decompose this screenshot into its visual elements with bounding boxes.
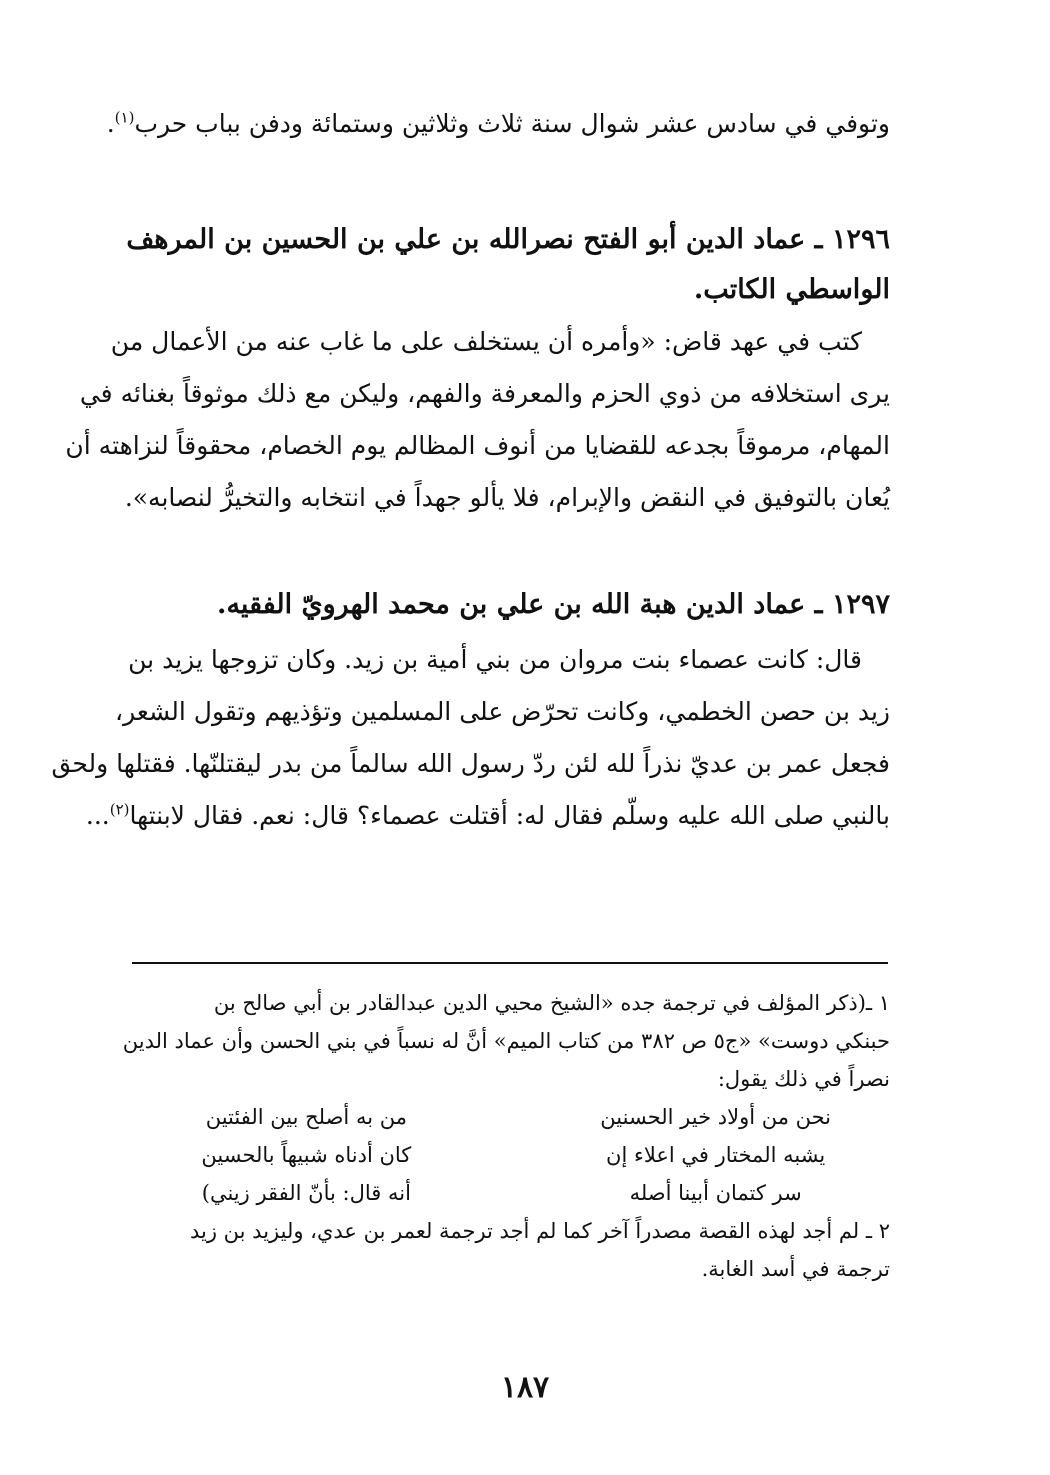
page-number: ١٨٧ — [500, 1370, 550, 1405]
footnote-1-line: نصراً في ذلك يقول: — [717, 1067, 890, 1091]
entry-1297-body — [51, 634, 890, 842]
entry-1296-body-line: كتب في عهد قاض: «وأمره أن يستخلف على ما غاب عنه من الأعمال من — [110, 327, 862, 356]
entry-1296-title — [126, 215, 890, 315]
verse-row — [132, 1174, 890, 1212]
ellipsis: ... — [85, 801, 110, 830]
verse-row — [132, 1098, 890, 1136]
footnote-2-line: ٢ ـ لم أجد لهذه القصة مصدراً آخر كما لم أجد ترجمة لعمر بن عدي، وليزيد بن زيد — [189, 1219, 890, 1243]
verse-second-hemistich: كان أدناه شبيهاً بالحسين — [201, 1143, 412, 1167]
footnote-1-line: ١ ـ(ذكر المؤلف في ترجمة جده «الشيخ محيي الدين عبدالقادر بن أبي صالح بن — [213, 991, 890, 1015]
entry-1296-title-line: ١٢٩٦ ـ عماد الدين أبو الفتح نصرالله بن علي بن الحسين بن المرهف — [126, 224, 890, 255]
verse-row — [132, 1136, 890, 1174]
entry-1297-body-last-line — [85, 790, 890, 842]
entry-1297-body-line: قال: كانت عصماء بنت مروان من بني أمية بن زيد. وكان تزوجها يزيد بن — [128, 645, 862, 674]
entry-1296-body-line: المهام، مرموقاً بجدعه للقضايا من أنوف المظالم يوم الخصام، محقوقاً لنزاهته أن — [65, 431, 890, 460]
footnote-separator — [132, 962, 888, 964]
entry-1296-body — [65, 316, 890, 524]
footnote-1-line: حبنكي دوست» «ج٥ ص ٣٨٢ من كتاب الميم» أنَّ له نسباً في بني الحسن وأن عماد الدين — [122, 1029, 890, 1053]
verse-first-hemistich: سر كتمان أبينا أصله — [629, 1181, 802, 1205]
entry-1297-title-line: ١٢٩٧ ـ عماد الدين هبة الله بن علي بن محمد الهرويّ الفقيه. — [217, 589, 890, 620]
entry-1296-title-line: الواسطي الكاتب. — [693, 274, 890, 305]
entry-1297-body-text: بالنبي صلى الله عليه وسلّم فقال له: أقتلت عصماء؟ قال: نعم. فقال لابنتها — [129, 801, 890, 830]
verse-first-hemistich: يشبه المختار في اعلاء إن — [606, 1143, 826, 1167]
entry-1297-body-line: فجعل عمر بن عديّ نذراً لله لئن ردّ رسول الله سالماً من بدر ليقتلنّها. فقتلها ولحق — [51, 749, 890, 778]
footnotes — [122, 984, 890, 1288]
footnote-2-line: ترجمة في أسد الغابة. — [701, 1257, 890, 1281]
verse-second-hemistich: من به أصلح بين الفئتين — [205, 1105, 407, 1129]
verse-first-hemistich: نحن من أولاد خير الحسنين — [600, 1105, 832, 1129]
intro-line: وتوفي في سادس عشر شوال سنة ثلاث وثلاثين وستمائة ودفن بباب حرب$^{(١)}$. — [106, 108, 890, 138]
footnote-ref-1: (١) — [114, 108, 135, 127]
footnote-ref-2: (٢) — [109, 800, 130, 819]
entry-1296-body-line: يرى استخلافه من ذوي الحزم والمعرفة والفهم، وليكن مع ذلك موثوقاً بغنائه في — [79, 379, 890, 408]
entry-1296-body-line: يُعان بالتوفيق في النقض والإبرام، فلا يألو جهداً في انتخابه والتخيرُّ لنصابه». — [124, 483, 890, 512]
entry-1297-title — [132, 580, 890, 630]
intro-text: وتوفي في سادس عشر شوال سنة ثلاث وثلاثين وستمائة ودفن بباب حرب — [134, 109, 890, 138]
verse-second-hemistich: أنه قال: بأنّ الفقر زيني) — [201, 1181, 411, 1205]
entry-1297-body-line: زيد بن حصن الخطمي، وكانت تحرّض على المسلمين وتؤذيهم وتقول الشعر، — [115, 697, 890, 726]
